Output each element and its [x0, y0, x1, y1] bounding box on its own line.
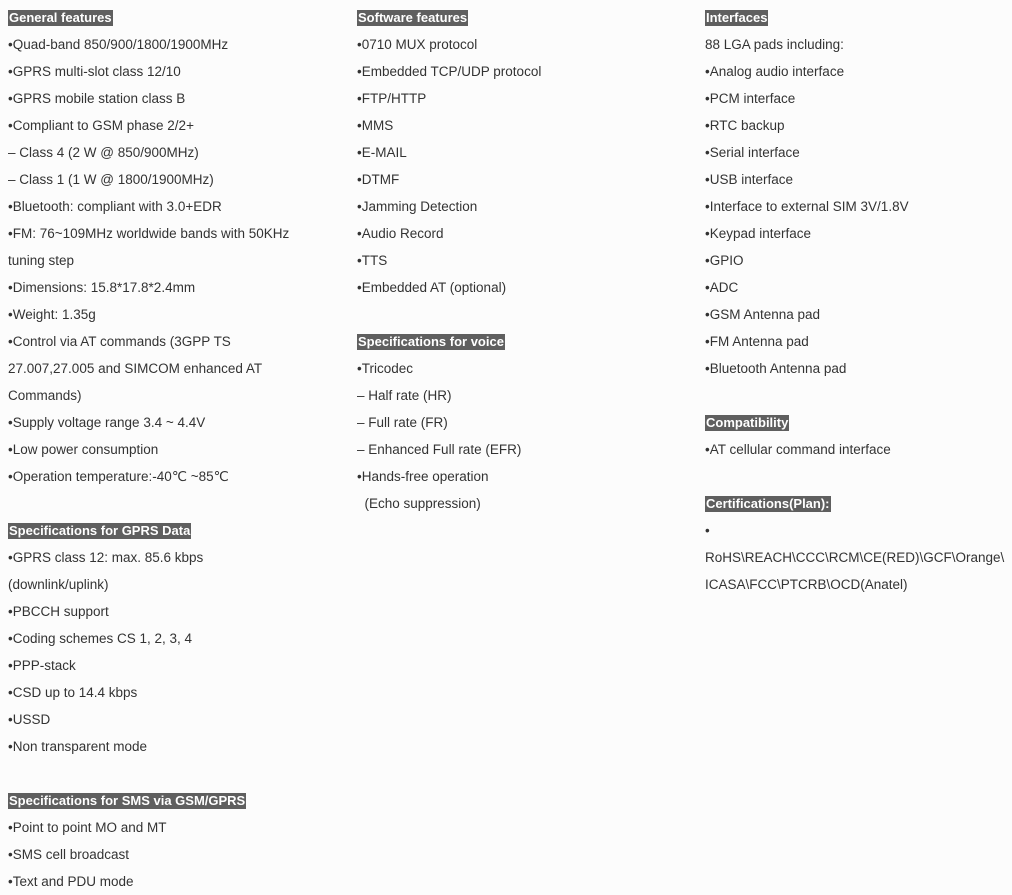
list-item: (downlink/uplink) [8, 577, 109, 592]
list-item: •GPRS mobile station class B [8, 91, 186, 106]
list-item: •Keypad interface [705, 226, 812, 241]
list-item: •GPRS multi-slot class 12/10 [8, 64, 181, 79]
list-item: •FTP/HTTP [357, 91, 427, 106]
list-item: •E-MAIL [357, 145, 407, 160]
list-item: Commands) [8, 388, 82, 403]
list-item: •PPP-stack [8, 658, 76, 673]
section-sms [8, 787, 348, 895]
list-item: 88 LGA pads including: [705, 37, 844, 52]
section-heading [705, 4, 1005, 31]
list-item: •Serial interface [705, 145, 800, 160]
list-item: •Supply voltage range 3.4 ~ 4.4V [8, 415, 206, 430]
list-item: tuning step [8, 253, 75, 268]
section-heading-text: Specifications for GPRS Data [9, 523, 191, 538]
list-item: •GPRS class 12: max. 85.6 kbps [8, 550, 204, 565]
list-item: •Jamming Detection [357, 199, 478, 214]
column-right [705, 4, 1005, 598]
list-item: •Audio Record [357, 226, 444, 241]
list-item: 27.007,27.005 and SIMCOM enhanced AT [8, 361, 263, 376]
section-heading-text: Certifications(Plan): [706, 496, 830, 511]
list-item: •Weight: 1.35g [8, 307, 96, 322]
list-item: •Bluetooth Antenna pad [705, 361, 847, 376]
section-compatibility [705, 409, 1005, 463]
list-item: •Low power consumption [8, 442, 159, 457]
list-item: •GSM Antenna pad [705, 307, 821, 322]
list-item: – Class 4 (2 W @ 850/900MHz) [8, 145, 199, 160]
list-item: •Coding schemes CS 1, 2, 3, 4 [8, 631, 193, 646]
list-item: •MMS [357, 118, 394, 133]
section-gprs-data [8, 517, 348, 760]
section-heading-text: General features [9, 10, 112, 25]
list-item: •FM: 76~109MHz worldwide bands with 50KHz [8, 226, 290, 241]
list-item: •GPIO [705, 253, 744, 268]
list-item: •Text and PDU mode [8, 874, 134, 889]
list-item: – Half rate (HR) [357, 388, 452, 403]
list-item: •Quad-band 850/900/1800/1900MHz [8, 37, 229, 52]
section-heading [8, 517, 348, 544]
list-item: •Non transparent mode [8, 739, 148, 754]
section-heading-text: Specifications for voice [358, 334, 504, 349]
list-item: •USSD [8, 712, 51, 727]
list-item: – Enhanced Full rate (EFR) [357, 442, 522, 457]
list-item: •Tricodec [357, 361, 413, 376]
section-heading [705, 409, 1005, 436]
list-item: •Embedded TCP/UDP protocol [357, 64, 542, 79]
section-heading [357, 4, 697, 31]
column-middle [357, 4, 697, 517]
list-item: •USB interface [705, 172, 794, 187]
list-item: •DTMF [357, 172, 400, 187]
list-item: •PBCCH support [8, 604, 109, 619]
list-item: RoHS\REACH\CCC\RCM\CE(RED)\GCF\Orange\ [705, 550, 1005, 565]
list-item: •Operation temperature:-40℃ ~85℃ [8, 469, 229, 484]
list-item: (Echo suppression) [357, 496, 481, 511]
list-item: •Interface to external SIM 3V/1.8V [705, 199, 909, 214]
section-heading [357, 328, 697, 355]
section-software-features [357, 4, 697, 301]
list-item: •Control via AT commands (3GPP TS [8, 334, 231, 349]
section-certifications [705, 490, 1005, 598]
column-left [8, 4, 348, 895]
list-item: •PCM interface [705, 91, 796, 106]
list-item: ICASA\FCC\PTCRB\OCD(Anatel) [705, 577, 908, 592]
list-item: •FM Antenna pad [705, 334, 809, 349]
section-heading [705, 490, 1005, 517]
section-interfaces [705, 4, 1005, 382]
list-item: •AT cellular command interface [705, 442, 891, 457]
section-general-features [8, 4, 348, 490]
section-heading-text: Interfaces [706, 10, 768, 25]
list-item: •Analog audio interface [705, 64, 845, 79]
section-heading [8, 4, 348, 31]
list-item: •Compliant to GSM phase 2/2+ [8, 118, 194, 133]
list-item: • [705, 523, 710, 538]
list-item: •0710 MUX protocol [357, 37, 478, 52]
list-item: •Bluetooth: compliant with 3.0+EDR [8, 199, 222, 214]
section-heading-text: Software features [358, 10, 468, 25]
section-voice [357, 328, 697, 517]
section-heading-text: Specifications for SMS via GSM/GPRS [9, 793, 246, 808]
list-item: – Class 1 (1 W @ 1800/1900MHz) [8, 172, 214, 187]
list-item: •TTS [357, 253, 388, 268]
section-heading-text: Compatibility [706, 415, 789, 430]
list-item: •CSD up to 14.4 kbps [8, 685, 138, 700]
list-item: •SMS cell broadcast [8, 847, 130, 862]
list-item: •Dimensions: 15.8*17.8*2.4mm [8, 280, 196, 295]
list-item: •Hands-free operation [357, 469, 489, 484]
list-item: •Embedded AT (optional) [357, 280, 507, 295]
list-item: •ADC [705, 280, 739, 295]
list-item: – Full rate (FR) [357, 415, 448, 430]
list-item: •RTC backup [705, 118, 785, 133]
section-heading [8, 787, 348, 814]
list-item: •Point to point MO and MT [8, 820, 167, 835]
